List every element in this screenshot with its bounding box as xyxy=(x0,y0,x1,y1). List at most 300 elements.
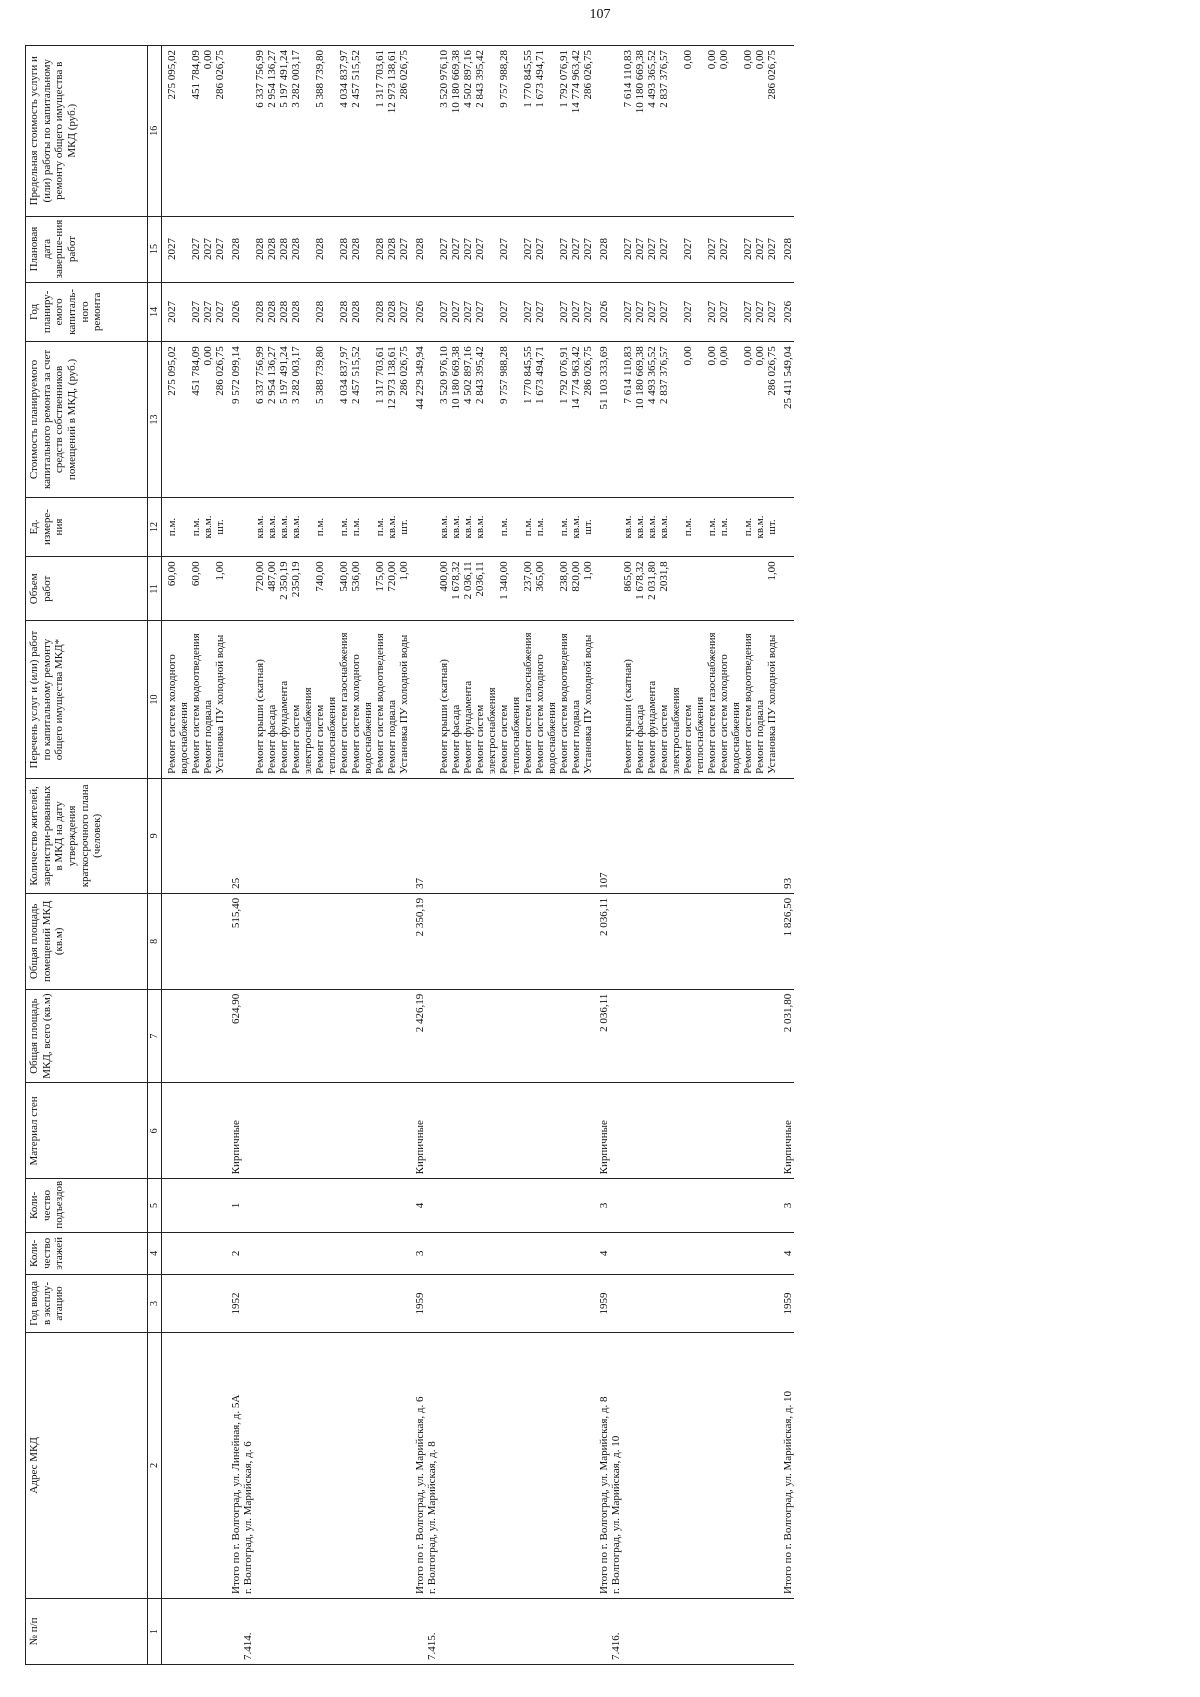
empty-cell xyxy=(374,1598,386,1664)
work-end-date: 2028 xyxy=(386,216,398,282)
total-entrances: 1 xyxy=(226,1179,242,1232)
empty-cell xyxy=(254,1332,266,1598)
empty-cell xyxy=(570,893,582,989)
empty-cell xyxy=(266,1332,278,1598)
work-volume: 2036,11 xyxy=(474,557,498,621)
empty-cell xyxy=(426,778,438,893)
empty-cell xyxy=(582,1598,594,1664)
empty-cell xyxy=(314,1179,338,1232)
column-number-1: 1 xyxy=(148,1598,162,1664)
empty-cell xyxy=(558,893,570,989)
work-name: Ремонт систем теплоснабжения xyxy=(682,621,706,779)
work-cost: 9 757 988,28 xyxy=(498,342,522,498)
total-cost: 51 103 333,69 xyxy=(594,342,610,498)
work-end-date: 2027 xyxy=(398,216,410,282)
table-row xyxy=(682,46,706,1665)
empty-cell xyxy=(242,1179,254,1232)
work-unit: кв.м. xyxy=(450,497,462,557)
work-name: Ремонт систем водоотведения xyxy=(558,621,570,779)
total-plan-year: 2026 xyxy=(410,282,426,342)
work-limit-cost: 6 337 756,99 xyxy=(254,46,266,217)
empty-cell xyxy=(498,1598,522,1664)
empty-cell xyxy=(438,1275,450,1333)
work-unit: п.м. xyxy=(742,497,754,557)
total-residents: 37 xyxy=(410,778,426,893)
empty-cell xyxy=(214,1332,226,1598)
empty-cell xyxy=(254,1598,266,1664)
work-unit: кв.м. xyxy=(202,497,214,557)
work-year: 2028 xyxy=(290,282,314,342)
empty-cell xyxy=(190,1598,202,1664)
empty-cell xyxy=(190,1179,202,1232)
table-row xyxy=(374,46,386,1665)
empty-cell xyxy=(386,1275,398,1333)
empty-cell xyxy=(718,1275,742,1333)
empty-cell xyxy=(374,1083,386,1179)
empty-cell xyxy=(190,989,202,1083)
empty-cell xyxy=(622,1275,634,1333)
table-row xyxy=(534,46,558,1665)
work-cost: 0,00 xyxy=(706,342,718,498)
work-volume: 720,00 xyxy=(254,557,266,621)
empty-cell xyxy=(582,1083,594,1179)
empty-cell xyxy=(338,1275,350,1333)
table-row xyxy=(474,46,498,1665)
empty-cell xyxy=(634,989,646,1083)
empty-cell xyxy=(558,778,570,893)
work-unit: п.м. xyxy=(374,497,386,557)
empty-cell xyxy=(594,497,610,557)
total-wall-material: Кирпичные xyxy=(410,1083,426,1179)
empty-cell xyxy=(190,1232,202,1275)
total-row xyxy=(410,46,426,1665)
work-unit: кв.м. xyxy=(278,497,290,557)
column-header-4: Коли-чество этажей xyxy=(26,1232,148,1275)
empty-cell xyxy=(254,1232,266,1275)
empty-cell xyxy=(398,1275,410,1333)
empty-cell xyxy=(570,1083,582,1179)
empty-cell xyxy=(622,1598,634,1664)
empty-cell xyxy=(426,497,438,557)
empty-cell xyxy=(462,778,474,893)
empty-cell xyxy=(314,893,338,989)
empty-cell xyxy=(682,1598,706,1664)
empty-cell xyxy=(450,1275,462,1333)
empty-cell xyxy=(778,1598,794,1664)
total-commission-year: 1952 xyxy=(226,1275,242,1333)
empty-cell xyxy=(658,778,682,893)
work-cost: 2 954 136,27 xyxy=(266,342,278,498)
empty-cell xyxy=(438,1598,450,1664)
empty-cell xyxy=(386,1179,398,1232)
work-year: 2027 xyxy=(582,282,594,342)
empty-cell xyxy=(386,989,398,1083)
empty-cell xyxy=(410,557,426,621)
empty-cell xyxy=(718,1179,742,1232)
empty-cell xyxy=(214,1179,226,1232)
empty-cell xyxy=(450,1598,462,1664)
column-number-8: 8 xyxy=(148,893,162,989)
column-number-5: 5 xyxy=(148,1179,162,1232)
empty-cell xyxy=(498,893,522,989)
empty-cell xyxy=(610,342,622,498)
empty-cell xyxy=(190,893,202,989)
empty-cell xyxy=(338,989,350,1083)
work-year: 2028 xyxy=(374,282,386,342)
work-volume xyxy=(742,557,754,621)
empty-cell xyxy=(558,1598,570,1664)
address-row xyxy=(426,46,438,1665)
empty-cell xyxy=(742,1598,754,1664)
work-unit: п.м. xyxy=(498,497,522,557)
empty-cell xyxy=(398,1598,410,1664)
empty-cell xyxy=(462,1275,474,1333)
work-year: 2027 xyxy=(202,282,214,342)
total-residents: 25 xyxy=(226,778,242,893)
table-row xyxy=(202,46,214,1665)
empty-cell xyxy=(646,1332,658,1598)
total-label: Итого по г. Волгоград, ул. Марийская, д. 8 xyxy=(594,1332,610,1598)
work-year: 2027 xyxy=(474,282,498,342)
empty-cell xyxy=(426,1275,438,1333)
empty-cell xyxy=(314,1332,338,1598)
empty-cell xyxy=(190,1083,202,1179)
empty-cell xyxy=(610,1275,622,1333)
empty-cell xyxy=(226,497,242,557)
total-wall-material: Кирпичные xyxy=(226,1083,242,1179)
work-cost: 275 095,02 xyxy=(162,342,191,498)
empty-cell xyxy=(582,1179,594,1232)
empty-cell xyxy=(742,1332,754,1598)
work-end-date: 2027 xyxy=(706,216,718,282)
empty-cell xyxy=(658,1083,682,1179)
empty-cell xyxy=(534,778,558,893)
empty-cell xyxy=(534,1232,558,1275)
work-name: Ремонт фундамента xyxy=(462,621,474,779)
work-end-date: 2028 xyxy=(290,216,314,282)
empty-cell xyxy=(706,989,718,1083)
empty-cell xyxy=(718,1232,742,1275)
work-end-date: 2027 xyxy=(682,216,706,282)
empty-cell xyxy=(438,1232,450,1275)
empty-cell xyxy=(202,1275,214,1333)
work-end-date: 2028 xyxy=(254,216,266,282)
work-volume: 536,00 xyxy=(350,557,374,621)
work-cost: 4 493 365,52 xyxy=(646,342,658,498)
empty-cell xyxy=(278,1232,290,1275)
work-year: 2027 xyxy=(522,282,534,342)
empty-cell xyxy=(350,1275,374,1333)
work-unit: шт. xyxy=(766,497,778,557)
empty-cell xyxy=(162,893,191,989)
work-limit-cost: 4 493 365,52 xyxy=(646,46,658,217)
column-number-14: 14 xyxy=(148,282,162,342)
empty-cell xyxy=(634,1083,646,1179)
empty-cell xyxy=(766,1332,778,1598)
empty-cell xyxy=(766,989,778,1083)
empty-cell xyxy=(242,1275,254,1333)
work-unit: кв.м. xyxy=(254,497,266,557)
empty-cell xyxy=(594,557,610,621)
work-limit-cost: 286 026,75 xyxy=(398,46,410,217)
work-year: 2027 xyxy=(706,282,718,342)
empty-cell xyxy=(214,1083,226,1179)
empty-cell xyxy=(338,1598,350,1664)
work-name: Ремонт систем теплоснабжения xyxy=(314,621,338,779)
table-row xyxy=(634,46,646,1665)
empty-cell xyxy=(570,1232,582,1275)
work-volume: 2 350,19 xyxy=(278,557,290,621)
empty-cell xyxy=(374,1179,386,1232)
work-end-date: 2027 xyxy=(214,216,226,282)
empty-cell xyxy=(438,989,450,1083)
work-name: Ремонт фундамента xyxy=(278,621,290,779)
address-row xyxy=(242,46,254,1665)
work-limit-cost: 3 520 976,10 xyxy=(438,46,450,217)
work-cost: 286 026,75 xyxy=(582,342,594,498)
empty-cell xyxy=(522,1232,534,1275)
empty-cell xyxy=(374,1332,386,1598)
work-name: Ремонт систем газоснабжения xyxy=(522,621,534,779)
work-year: 2027 xyxy=(498,282,522,342)
total-end-date: 2028 xyxy=(778,216,794,282)
column-number-row xyxy=(148,46,162,1665)
empty-cell xyxy=(558,1232,570,1275)
total-plan-year: 2026 xyxy=(226,282,242,342)
empty-cell xyxy=(254,1083,266,1179)
empty-cell xyxy=(570,1275,582,1333)
work-cost: 4 034 837,97 xyxy=(338,342,350,498)
empty-cell xyxy=(410,621,426,779)
work-volume: 2031,8 xyxy=(658,557,682,621)
work-end-date: 2027 xyxy=(438,216,450,282)
empty-cell xyxy=(646,1179,658,1232)
column-header-12: Ед. измере-ния xyxy=(26,497,148,557)
empty-cell xyxy=(278,989,290,1083)
work-year: 2028 xyxy=(314,282,338,342)
empty-cell xyxy=(426,1179,438,1232)
empty-cell xyxy=(522,1332,534,1598)
empty-cell xyxy=(682,1332,706,1598)
work-volume xyxy=(202,557,214,621)
work-unit: п.м. xyxy=(534,497,558,557)
work-cost: 286 026,75 xyxy=(398,342,410,498)
empty-cell xyxy=(534,1598,558,1664)
work-unit: кв.м. xyxy=(266,497,278,557)
total-row xyxy=(226,46,242,1665)
column-number-9: 9 xyxy=(148,778,162,893)
empty-cell xyxy=(450,1083,462,1179)
work-cost: 10 180 669,38 xyxy=(450,342,462,498)
empty-cell xyxy=(682,1275,706,1333)
empty-cell xyxy=(254,1179,266,1232)
empty-cell xyxy=(450,1179,462,1232)
total-area: 2 036,11 xyxy=(594,989,610,1083)
empty-cell xyxy=(766,778,778,893)
empty-cell xyxy=(226,621,242,779)
column-number-6: 6 xyxy=(148,1083,162,1179)
total-cost: 25 411 549,04 xyxy=(778,342,794,498)
work-name: Ремонт подвала xyxy=(754,621,766,779)
work-year: 2027 xyxy=(450,282,462,342)
work-end-date: 2027 xyxy=(634,216,646,282)
work-name: Ремонт фасада xyxy=(634,621,646,779)
empty-cell xyxy=(766,1598,778,1664)
empty-cell xyxy=(242,778,254,893)
column-header-11: Объем работ xyxy=(26,557,148,621)
work-volume: 2 036,11 xyxy=(462,557,474,621)
total-rooms-area: 515,40 xyxy=(226,893,242,989)
empty-cell xyxy=(622,1232,634,1275)
work-year: 2027 xyxy=(754,282,766,342)
empty-cell xyxy=(706,893,718,989)
empty-cell xyxy=(742,1232,754,1275)
table-row xyxy=(450,46,462,1665)
empty-cell xyxy=(646,893,658,989)
empty-cell xyxy=(202,1083,214,1179)
empty-cell xyxy=(634,778,646,893)
empty-cell xyxy=(450,989,462,1083)
work-unit: кв.м. xyxy=(646,497,658,557)
empty-cell xyxy=(610,1232,622,1275)
empty-cell xyxy=(450,1232,462,1275)
work-year: 2027 xyxy=(398,282,410,342)
empty-cell xyxy=(718,989,742,1083)
work-volume: 540,00 xyxy=(338,557,350,621)
work-unit: шт. xyxy=(582,497,594,557)
total-entrances: 3 xyxy=(778,1179,794,1232)
empty-cell xyxy=(190,1275,202,1333)
empty-cell xyxy=(202,1332,214,1598)
column-number-16: 16 xyxy=(148,46,162,217)
empty-cell xyxy=(610,497,622,557)
column-header-16: Предельная стоимость услуги и (или) работы по капитальному ремонту общего имущества в МКД (руб.) xyxy=(26,46,148,217)
empty-cell xyxy=(682,893,706,989)
work-limit-cost: 2 843 395,42 xyxy=(474,46,498,217)
work-unit: кв.м. xyxy=(462,497,474,557)
empty-cell xyxy=(706,1232,718,1275)
empty-cell xyxy=(498,1179,522,1232)
work-limit-cost: 1 792 076,91 xyxy=(558,46,570,217)
work-unit: кв.м. xyxy=(622,497,634,557)
work-end-date: 2028 xyxy=(266,216,278,282)
empty-cell xyxy=(350,1332,374,1598)
work-end-date: 2028 xyxy=(314,216,338,282)
table-body xyxy=(162,46,795,1665)
total-rooms-area: 2 350,19 xyxy=(410,893,426,989)
empty-cell xyxy=(398,989,410,1083)
empty-cell xyxy=(426,1232,438,1275)
empty-cell xyxy=(646,1232,658,1275)
empty-cell xyxy=(190,1332,202,1598)
empty-cell xyxy=(450,1332,462,1598)
total-area: 2 031,80 xyxy=(778,989,794,1083)
empty-cell xyxy=(570,1598,582,1664)
table-row xyxy=(350,46,374,1665)
empty-cell xyxy=(634,1179,646,1232)
empty-cell xyxy=(242,216,254,282)
work-year: 2028 xyxy=(338,282,350,342)
total-entrances: 4 xyxy=(410,1179,426,1232)
empty-cell xyxy=(214,989,226,1083)
empty-cell xyxy=(610,46,622,217)
empty-cell xyxy=(214,1598,226,1664)
work-name: Установка ПУ холодной воды xyxy=(582,621,594,779)
work-limit-cost: 275 095,02 xyxy=(162,46,191,217)
empty-cell xyxy=(498,1083,522,1179)
empty-cell xyxy=(474,778,498,893)
total-wall-material: Кирпичные xyxy=(594,1083,610,1179)
empty-cell xyxy=(778,557,794,621)
work-volume: 1,00 xyxy=(214,557,226,621)
work-end-date: 2027 xyxy=(622,216,634,282)
total-end-date: 2028 xyxy=(594,216,610,282)
empty-cell xyxy=(350,893,374,989)
column-number-2: 2 xyxy=(148,1332,162,1598)
empty-cell xyxy=(278,1332,290,1598)
work-unit: кв.м. xyxy=(474,497,498,557)
work-limit-cost: 2 457 515,52 xyxy=(350,46,374,217)
empty-cell xyxy=(706,1275,718,1333)
empty-cell xyxy=(610,778,622,893)
work-cost: 1 792 076,91 xyxy=(558,342,570,498)
work-volume: 865,00 xyxy=(622,557,634,621)
work-cost: 2 843 395,42 xyxy=(474,342,498,498)
work-year: 2027 xyxy=(646,282,658,342)
empty-cell xyxy=(314,1598,338,1664)
work-cost: 286 026,75 xyxy=(766,342,778,498)
empty-cell xyxy=(314,989,338,1083)
page-number: 107 xyxy=(589,7,611,22)
empty-cell xyxy=(498,1275,522,1333)
empty-cell xyxy=(610,557,622,621)
empty-cell xyxy=(290,989,314,1083)
empty-cell xyxy=(498,1332,522,1598)
work-name: Ремонт фундамента xyxy=(646,621,658,779)
empty-cell xyxy=(450,778,462,893)
empty-cell xyxy=(658,1598,682,1664)
empty-cell xyxy=(254,778,266,893)
work-year: 2027 xyxy=(622,282,634,342)
work-end-date: 2027 xyxy=(450,216,462,282)
work-volume: 820,00 xyxy=(570,557,582,621)
work-name: Ремонт подвала xyxy=(570,621,582,779)
empty-cell xyxy=(658,893,682,989)
total-rooms-area: 1 826,50 xyxy=(778,893,794,989)
column-header-13: Стоимость планируемого капитального ремонта за счет средств собственников помещений в МКД, (руб.) xyxy=(26,342,148,498)
work-name: Ремонт систем холодного водоснабжения xyxy=(162,621,191,779)
empty-cell xyxy=(474,1598,498,1664)
empty-cell xyxy=(438,1179,450,1232)
empty-cell xyxy=(338,1083,350,1179)
work-end-date: 2027 xyxy=(558,216,570,282)
empty-cell xyxy=(582,778,594,893)
empty-cell xyxy=(582,989,594,1083)
work-limit-cost: 0,00 xyxy=(742,46,754,217)
work-cost: 0,00 xyxy=(742,342,754,498)
total-rooms-area: 2 036,11 xyxy=(594,893,610,989)
work-volume: 365,00 xyxy=(534,557,558,621)
empty-cell xyxy=(278,1598,290,1664)
table-row xyxy=(754,46,766,1665)
work-unit: кв.м. xyxy=(634,497,646,557)
empty-cell xyxy=(398,1179,410,1232)
empty-cell xyxy=(266,1083,278,1179)
empty-cell xyxy=(426,282,438,342)
empty-cell xyxy=(290,1232,314,1275)
empty-cell xyxy=(398,1232,410,1275)
table-row xyxy=(214,46,226,1665)
